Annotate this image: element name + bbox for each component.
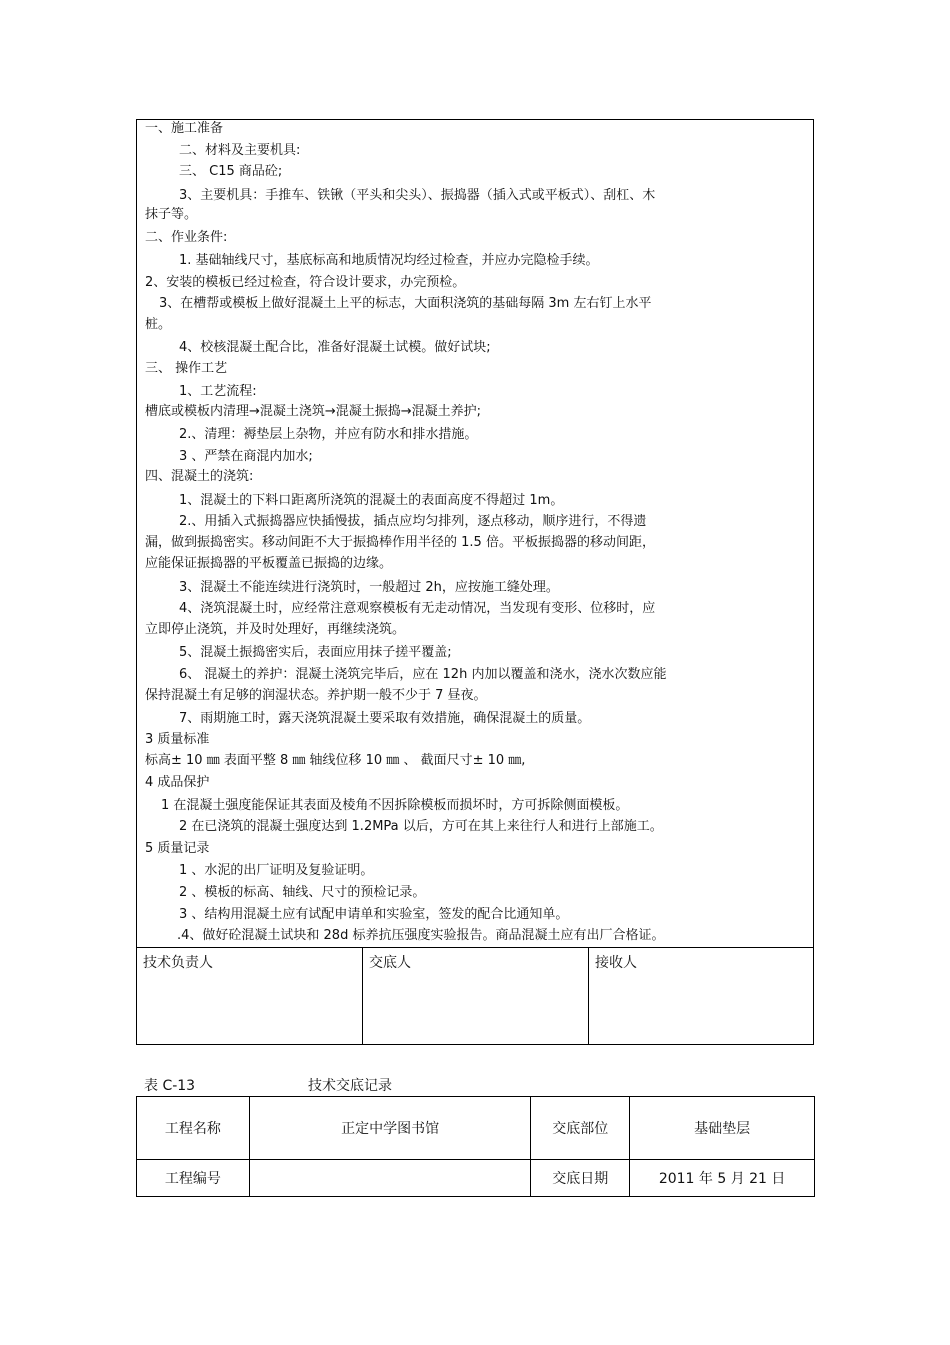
text-line: 抹子等。 [145,207,198,222]
table-row [137,1097,815,1160]
disclosure-part-value[interactable]: 基础垫层 [630,1097,815,1160]
disclosure-content-box [136,119,814,1045]
text-line: 1 、水泥的出厂证明及复验证明。 [179,863,374,878]
tech-lead-label: 技术负责人 [143,955,213,971]
text-line: 7、雨期施工时，露天浇筑混凝土要采取有效措施，确保混凝土的质量。 [179,711,591,726]
text-line: 1、工艺流程: [179,384,257,399]
discloser-label: 交底人 [369,955,411,971]
section-heading: 4 成品保护 [145,775,210,790]
signature-row [137,947,813,1045]
section-heading: 二、作业条件: [145,230,228,245]
disclosure-date-value[interactable]: 2011 年 5 月 21 日 [630,1160,815,1197]
text-line: 三、 C15 商品砼; [179,164,283,179]
text-line: 3、混凝土不能连续进行浇筑时，一般超过 2h，应按施工缝处理。 [179,580,559,595]
text-line: 3、主要机具：手推车、铁锹（平头和尖头）、振捣器（插入式或平板式）、刮杠、木 [179,188,656,203]
receiver-label: 接收人 [595,955,637,971]
disclosure-date-label: 交底日期 [531,1160,630,1197]
project-name-value[interactable]: 正定中学图书馆 [249,1097,531,1160]
text-line: 2.、用插入式振捣器应快插慢拔，插点应均匀排列，逐点移动，顺序进行，不得遗 [179,514,647,529]
text-line: 2 、模板的标高、轴线、尺寸的预检记录。 [179,885,426,900]
form-title: 技术交底记录 [308,1078,392,1094]
text-line: 4、浇筑混凝土时，应经常注意观察模板有无走动情况，当发现有变形、位移时，应 [179,601,656,616]
text-line: 立即停止浇筑，并及时处理好，再继续浇筑。 [145,622,406,637]
text-line: 应能保证振捣器的平板覆盖已振捣的边缘。 [145,556,393,571]
text-line: 漏，做到振捣密实。移动间距不大于振捣棒作用半径的 1.5 倍。平板振捣器的移动间距， [145,535,655,550]
text-line: 标高± 10 ㎜ 表面平整 8 ㎜ 轴线位移 10 ㎜ 、 截面尺寸± 10 ㎜, [145,753,526,768]
form-code: 表 C-13 [144,1078,196,1094]
discloser-signature-cell[interactable] [363,948,589,1045]
section-heading: 一、施工准备 [145,121,224,136]
text-line: 1 在混凝土强度能保证其表面及棱角不因拆除模板而损坏时，方可拆除侧面模板。 [161,798,629,813]
text-line: 1、混凝土的下料口距离所浇筑的混凝土的表面高度不得超过 1m。 [179,493,564,508]
project-number-value[interactable] [249,1160,531,1197]
project-name-label: 工程名称 [137,1097,250,1160]
section-heading: 3 质量标准 [145,732,210,747]
text-line: 1. 基础轴线尺寸，基底标高和地质情况均经过检查，并应办完隐检手续。 [179,253,599,268]
project-number-label: 工程编号 [137,1160,250,1197]
text-line: 3、在槽帮或模板上做好混凝土上平的标志，大面积浇筑的基础每隔 3m 左右钉上水平 [159,296,652,311]
section-heading: 三、 操作工艺 [145,361,228,376]
disclosure-part-label: 交底部位 [531,1097,630,1160]
text-line: .4、做好砼混凝土试块和 28d 标养抗压强度实验报告。商品混凝土应有出厂合格证。 [177,928,665,943]
receiver-signature-cell[interactable] [589,948,813,1045]
text-line: 2.、清理：褥垫层上杂物，并应有防水和排水措施。 [179,427,478,442]
text-line: 槽底或模板内清理→混凝土浇筑→混凝土振捣→混凝土养护; [145,404,482,419]
section-heading: 四、混凝土的浇筑: [145,469,254,484]
text-line: 3 、结构用混凝土应有试配申请单和实验室，签发的配合比通知单。 [179,907,569,922]
text-line: 6、 混凝土的养护：混凝土浇筑完毕后，应在 12h 内加以覆盖和浇水，浇水次数应能 [179,667,667,682]
text-line: 3 、严禁在商混内加水; [179,449,313,464]
text-line: 保持混凝土有足够的润湿状态。养护期一般不少于 7 昼夜。 [145,688,487,703]
text-line: 2、安装的模板已经过检查，符合设计要求，办完预检。 [145,275,466,290]
text-line: 5、混凝土振捣密实后，表面应用抹子搓平覆盖; [179,645,452,660]
text-line: 2 在已浇筑的混凝土强度达到 1.2MPa 以后，方可在其上来往行人和进行上部施工。 [179,819,663,834]
table-row [137,1160,815,1197]
project-info-table [136,1096,815,1197]
text-line: 桩。 [145,317,172,332]
section-heading: 5 质量记录 [145,841,210,856]
tech-lead-signature-cell[interactable] [137,948,363,1045]
text-line: 二、材料及主要机具: [179,143,301,158]
text-line: 4、校核混凝土配合比，准备好混凝土试模。做好试块; [179,340,491,355]
